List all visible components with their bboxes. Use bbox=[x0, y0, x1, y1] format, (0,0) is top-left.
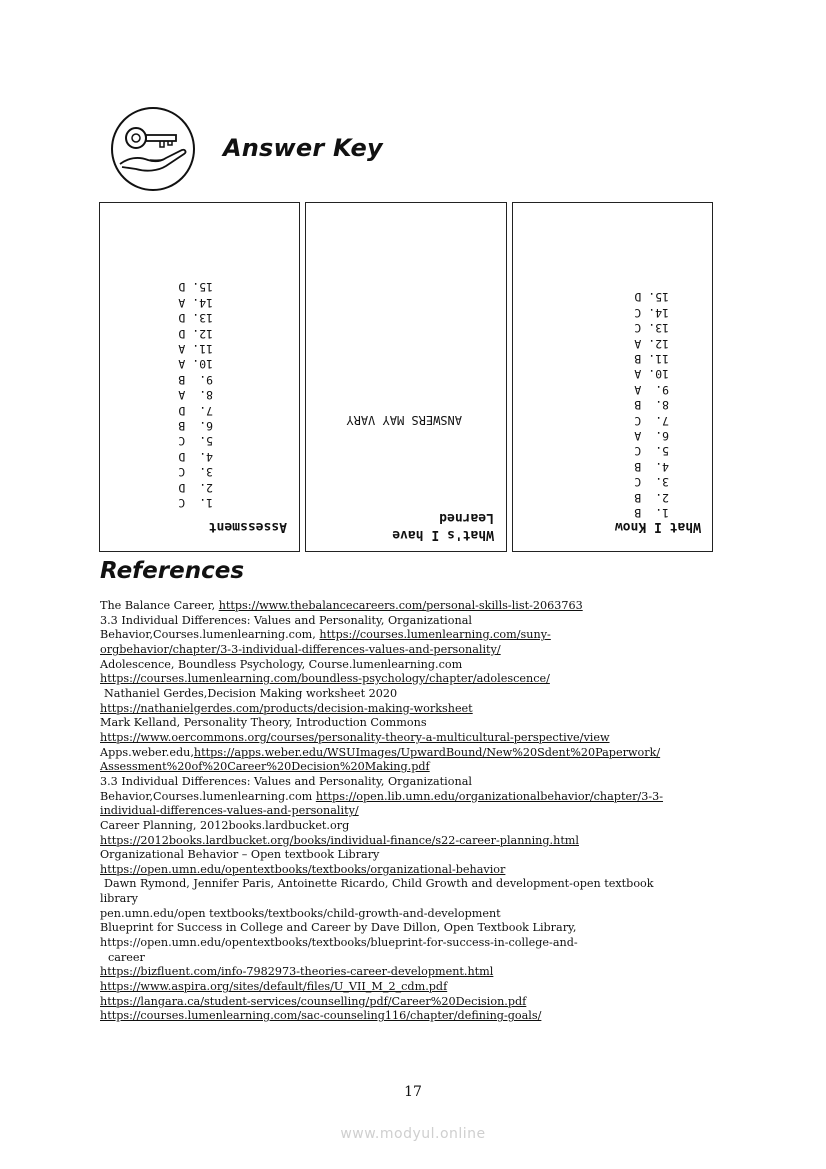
reference-line: Adolescence, Boundless Psychology, Course.lumenlearning.com bbox=[100, 657, 463, 671]
reference-line: Organizational Behavior – Open textbook Library bbox=[100, 848, 380, 862]
reference-link[interactable]: https://apps.weber.edu/WSUImages/UpwardBound/New%20Sdent%20Paperwork/ bbox=[193, 745, 661, 759]
list-item: 5. C bbox=[178, 434, 213, 449]
references-title: References bbox=[100, 558, 245, 584]
list-item: 11. A bbox=[178, 341, 213, 356]
reference-link[interactable]: individual-differences-values-and-personality/ bbox=[100, 804, 359, 818]
assessment-heading: Assessment bbox=[208, 519, 287, 534]
list-item: 3. C bbox=[178, 465, 213, 480]
list-item: 8. A bbox=[178, 388, 213, 403]
reference-link[interactable]: https://bizfluent.com/info-7982973-theories-career-development.html bbox=[100, 965, 494, 979]
what-i-know-heading: What I Know bbox=[614, 519, 701, 534]
list-item: 12. D bbox=[178, 326, 213, 341]
list-item: 4. B bbox=[634, 459, 669, 474]
reference-line: Dawn Rymond, Jennifer Paris, Antoinette Ricardo, Child Growth and development-open textbook bbox=[104, 877, 654, 891]
list-item: 9. A bbox=[634, 382, 669, 397]
reference-link[interactable]: https://nathanielgerdes.com/products/decision-making-worksheet bbox=[100, 701, 473, 715]
reference-line bbox=[100, 1009, 740, 1024]
reference-link[interactable]: https://2012books.lardbucket.org/books/individual-finance/s22-career-planning.html bbox=[100, 833, 579, 847]
reference-link[interactable]: https://www.aspira.org/sites/default/files/U_VII_M_2_cdm.pdf bbox=[100, 980, 448, 994]
reference-link[interactable]: https://courses.lumenlearning.com/sac-counseling116/chapter/defining-goals/ bbox=[100, 1009, 542, 1023]
reference-line bbox=[100, 760, 740, 775]
key-in-hand-icon bbox=[110, 106, 196, 192]
what-i-know-answers bbox=[634, 289, 669, 520]
assessment-answers bbox=[178, 279, 213, 510]
reference-line bbox=[100, 643, 740, 658]
reference-link[interactable]: https://www.thebalancecareers.com/personal-skills-list-2063763 bbox=[218, 599, 583, 612]
reference-line: Mark Kelland, Personality Theory, Introduction Commons bbox=[100, 716, 427, 730]
list-item: 4. D bbox=[178, 449, 213, 464]
what-i-know-box bbox=[512, 202, 713, 552]
list-item: 2. D bbox=[178, 480, 213, 495]
reference-line bbox=[100, 863, 740, 878]
learned-heading: What's I have Learned bbox=[392, 510, 494, 542]
reference-link[interactable]: https://open.lib.umn.edu/organizationalbehavior/chapter/3-3- bbox=[315, 789, 664, 803]
list-item: 13. D bbox=[178, 311, 213, 326]
list-item: 10. A bbox=[178, 357, 213, 372]
list-item: 6. A bbox=[634, 428, 669, 443]
list-item: 14. A bbox=[178, 295, 213, 310]
reference-line: library bbox=[100, 892, 139, 906]
reference-line: The Balance Career, https://www.thebalancecareers.com/personal-skills-list-2063763 bbox=[100, 599, 583, 612]
reference-link[interactable]: https://langara.ca/student-services/counselling/pdf/Career%20Decision.pdf bbox=[100, 994, 527, 1008]
reference-line bbox=[100, 804, 740, 819]
reference-link[interactable]: Assessment%20of%20Career%20Decision%20Making.pdf bbox=[100, 760, 430, 774]
answers-may-vary-text: ANSWERS MAY VARY bbox=[346, 413, 462, 427]
reference-line bbox=[100, 980, 740, 995]
page-number: 17 bbox=[404, 1084, 422, 1100]
reference-line: Behavior,Courses.lumenlearning.com https://open.lib.umn.edu/organizationalbehavior/chapter/3-3- bbox=[100, 789, 664, 803]
reference-line: 3.3 Individual Differences: Values and Personality, Organizational bbox=[100, 613, 472, 627]
reference-line bbox=[100, 834, 740, 849]
list-item: 14. C bbox=[634, 305, 669, 320]
list-item: 9. B bbox=[178, 372, 213, 387]
reference-line bbox=[100, 995, 740, 1010]
list-item: 11. B bbox=[634, 351, 669, 366]
reference-line: 3.3 Individual Differences: Values and Personality, Organizational bbox=[100, 774, 472, 788]
reference-line: Career Planning, 2012books.lardbucket.org bbox=[100, 818, 350, 832]
list-item: 10. A bbox=[634, 367, 669, 382]
reference-line bbox=[100, 672, 740, 687]
assessment-box bbox=[99, 202, 300, 552]
list-item: 3. C bbox=[634, 475, 669, 490]
reference-line bbox=[100, 965, 740, 980]
list-item: 13. C bbox=[634, 321, 669, 336]
list-item: 5. C bbox=[634, 444, 669, 459]
reference-line: https://open.umn.edu/opentextbooks/textbooks/blueprint-for-success-in-college-and- bbox=[100, 936, 578, 950]
reference-line bbox=[100, 702, 740, 717]
reference-link[interactable]: https://www.oercommons.org/courses/personality-theory-a-multicultural-perspective/view bbox=[100, 730, 610, 744]
reference-link[interactable]: https://courses.lumenlearning.com/suny- bbox=[319, 628, 551, 642]
learned-box bbox=[305, 202, 507, 552]
reference-line: Behavior,Courses.lumenlearning.com, https://courses.lumenlearning.com/suny- bbox=[100, 628, 551, 642]
list-item: 7. D bbox=[178, 403, 213, 418]
list-item: 6. B bbox=[178, 418, 213, 433]
list-item: 7. C bbox=[634, 413, 669, 428]
references-list bbox=[100, 599, 740, 1024]
list-item: 1. B bbox=[634, 506, 669, 520]
list-item: 12. A bbox=[634, 336, 669, 351]
list-item: 15. D bbox=[634, 290, 669, 305]
reference-line: Nathaniel Gerdes,Decision Making worksheet 2020 bbox=[104, 686, 398, 700]
reference-line: career bbox=[108, 950, 145, 964]
reference-link[interactable]: https://courses.lumenlearning.com/boundless-psychology/chapter/adolescence/ bbox=[100, 672, 550, 686]
reference-line: pen.umn.edu/open textbooks/textbooks/child-growth-and-development bbox=[100, 906, 501, 920]
list-item: 8. B bbox=[634, 398, 669, 413]
list-item: 15. D bbox=[178, 280, 213, 295]
reference-link[interactable]: https://open.umn.edu/opentextbooks/textbooks/organizational-behavior bbox=[100, 862, 506, 876]
list-item: 1. C bbox=[178, 496, 213, 510]
reference-link[interactable]: orgbehavior/chapter/3-3-individual-differences-values-and-personality/ bbox=[100, 642, 501, 656]
list-item: 2. B bbox=[634, 490, 669, 505]
reference-line bbox=[100, 731, 740, 746]
reference-line: Apps.weber.edu,https://apps.weber.edu/WSUImages/UpwardBound/New%20Sdent%20Paperwork/ bbox=[100, 745, 661, 759]
reference-line: Blueprint for Success in College and Career by Dave Dillon, Open Textbook Library, bbox=[100, 921, 577, 935]
watermark: www.modyul.online bbox=[340, 1126, 486, 1142]
answer-key-title: Answer Key bbox=[223, 134, 383, 162]
